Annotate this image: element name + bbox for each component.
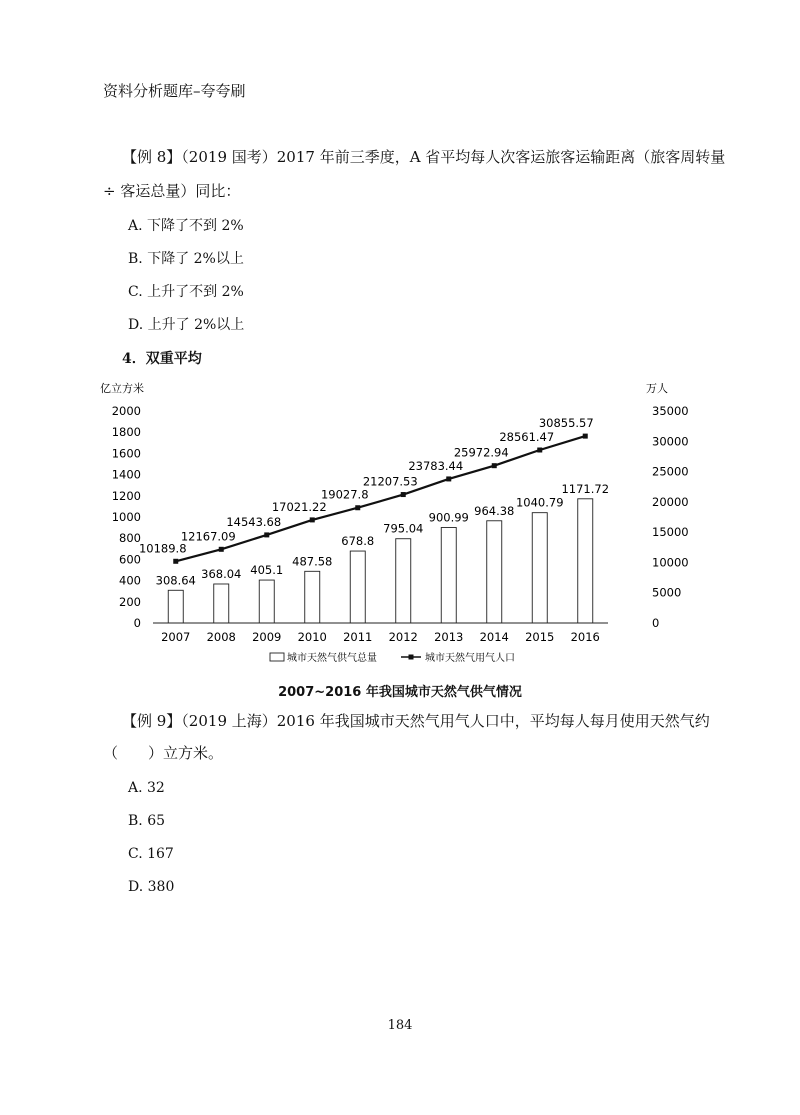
legend-line-label: 城市天然气用气人口: [425, 653, 515, 664]
x-tick-label: 2008: [206, 630, 236, 644]
line-data-label: 12167.09: [180, 529, 236, 544]
bar: [214, 584, 229, 623]
line-data-label: 30855.57: [538, 416, 594, 431]
legend-line-marker: [409, 655, 414, 660]
x-tick-label: 2016: [570, 630, 600, 644]
right-axis-label: 万人: [646, 382, 668, 395]
left-tick-label: 1200: [111, 488, 141, 503]
left-tick-label: 200: [119, 594, 141, 609]
line-data-label: 28561.47: [499, 429, 555, 444]
x-tick-label: 2009: [252, 630, 282, 644]
bar-data-label: 487.58: [292, 554, 333, 569]
line-data-label: 19027.8: [320, 487, 369, 502]
right-tick-label: 35000: [652, 404, 689, 418]
left-tick-label: 600: [119, 552, 141, 567]
x-tick-label: 2012: [388, 630, 418, 644]
left-tick-label: 800: [119, 531, 141, 546]
bar-data-label: 964.38: [474, 503, 515, 518]
example9-question-line2: （ ）立方米。: [103, 744, 224, 762]
x-tick-label: 2007: [161, 630, 191, 644]
left-tick-label: 1600: [111, 446, 141, 461]
bar: [487, 521, 502, 623]
chart-title: 2007~2016 年我国城市天然气供气情况: [278, 685, 522, 700]
line-data-label: 23783.44: [408, 458, 464, 473]
line-point: [355, 505, 360, 510]
gas-supply-chart: [98, 370, 689, 675]
right-tick-label: 15000: [652, 525, 689, 540]
bar: [350, 551, 365, 623]
bar-data-label: 678.8: [341, 534, 375, 549]
line-point: [492, 463, 497, 468]
bar-data-label: 1040.79: [515, 495, 564, 510]
right-tick-label: 10000: [652, 555, 689, 570]
left-tick-label: 2000: [111, 404, 141, 418]
right-tick-label: 30000: [652, 434, 689, 449]
line-data-label: 10189.8: [138, 541, 187, 556]
example8-option-d: D. 上升了 2%以上: [128, 317, 245, 333]
bar-data-label: 795.04: [383, 521, 424, 536]
line-point: [583, 434, 588, 439]
legend-bar-swatch: [270, 653, 284, 661]
line-point: [219, 547, 224, 552]
bar: [168, 590, 183, 623]
line-point: [537, 447, 542, 452]
example9-option-c: C. 167: [128, 846, 174, 862]
page-header: 资料分析题库–夸夸刷: [103, 82, 246, 100]
example8-option-a: A. 下降了不到 2%: [128, 218, 244, 234]
example8-question-line2: ÷ 客运总量）同比：: [103, 182, 241, 200]
line-data-label: 25972.94: [453, 445, 509, 460]
x-tick-label: 2013: [434, 630, 464, 644]
line-data-label: 17021.22: [271, 499, 327, 514]
section-title: 4．双重平均: [122, 351, 202, 367]
right-tick-label: 25000: [652, 464, 689, 479]
bar: [396, 539, 411, 623]
x-tick-label: 2011: [343, 630, 373, 644]
example9-question-line1: 【例 9】（2019 上海）2016 年我国城市天然气用气人口中，平均每人每月使用天然气约: [122, 712, 710, 730]
left-tick-label: 1400: [111, 467, 141, 482]
bar: [441, 527, 456, 623]
line-data-label: 21207.53: [362, 474, 418, 489]
left-axis-label: 亿立方米: [100, 382, 144, 395]
example9-option-d: D. 380: [128, 879, 175, 895]
example9-option-b: B. 65: [128, 813, 166, 829]
x-tick-label: 2015: [525, 630, 555, 644]
left-tick-label: 400: [119, 573, 141, 588]
legend-bar-label: 城市天然气供气总量: [287, 653, 377, 664]
example8-question-line1: 【例 8】（2019 国考）2017 年前三季度，A 省平均每人次客运旅客运输距离（旅客周转量: [122, 148, 726, 166]
bar-data-label: 368.04: [201, 566, 242, 581]
line-point: [264, 532, 269, 537]
bar-data-label: 405.1: [250, 563, 284, 578]
left-tick-label: 0: [133, 616, 141, 630]
line-point: [173, 559, 178, 564]
example8-option-c: C. 上升了不到 2%: [128, 284, 244, 300]
bar: [532, 513, 547, 623]
line-point: [446, 476, 451, 481]
left-tick-label: 1800: [111, 425, 141, 440]
bar: [259, 580, 274, 623]
x-tick-label: 2014: [479, 630, 509, 644]
right-tick-label: 5000: [652, 585, 682, 600]
x-tick-label: 2010: [297, 630, 327, 644]
bar-data-label: 900.99: [428, 510, 469, 525]
example8-option-b: B. 下降了 2%以上: [128, 251, 244, 267]
line-point: [310, 517, 315, 522]
left-tick-label: 1000: [111, 510, 141, 524]
line-point: [401, 492, 406, 497]
page-number: 184: [387, 1018, 413, 1033]
right-tick-label: 0: [652, 616, 660, 630]
bar-data-label: 1171.72: [561, 481, 610, 496]
bar: [305, 571, 320, 623]
example9-option-a: A. 32: [128, 780, 165, 796]
bar-data-label: 308.64: [155, 573, 196, 588]
right-tick-label: 20000: [652, 494, 689, 509]
line-data-label: 14543.68: [226, 514, 282, 529]
bar: [578, 499, 593, 623]
